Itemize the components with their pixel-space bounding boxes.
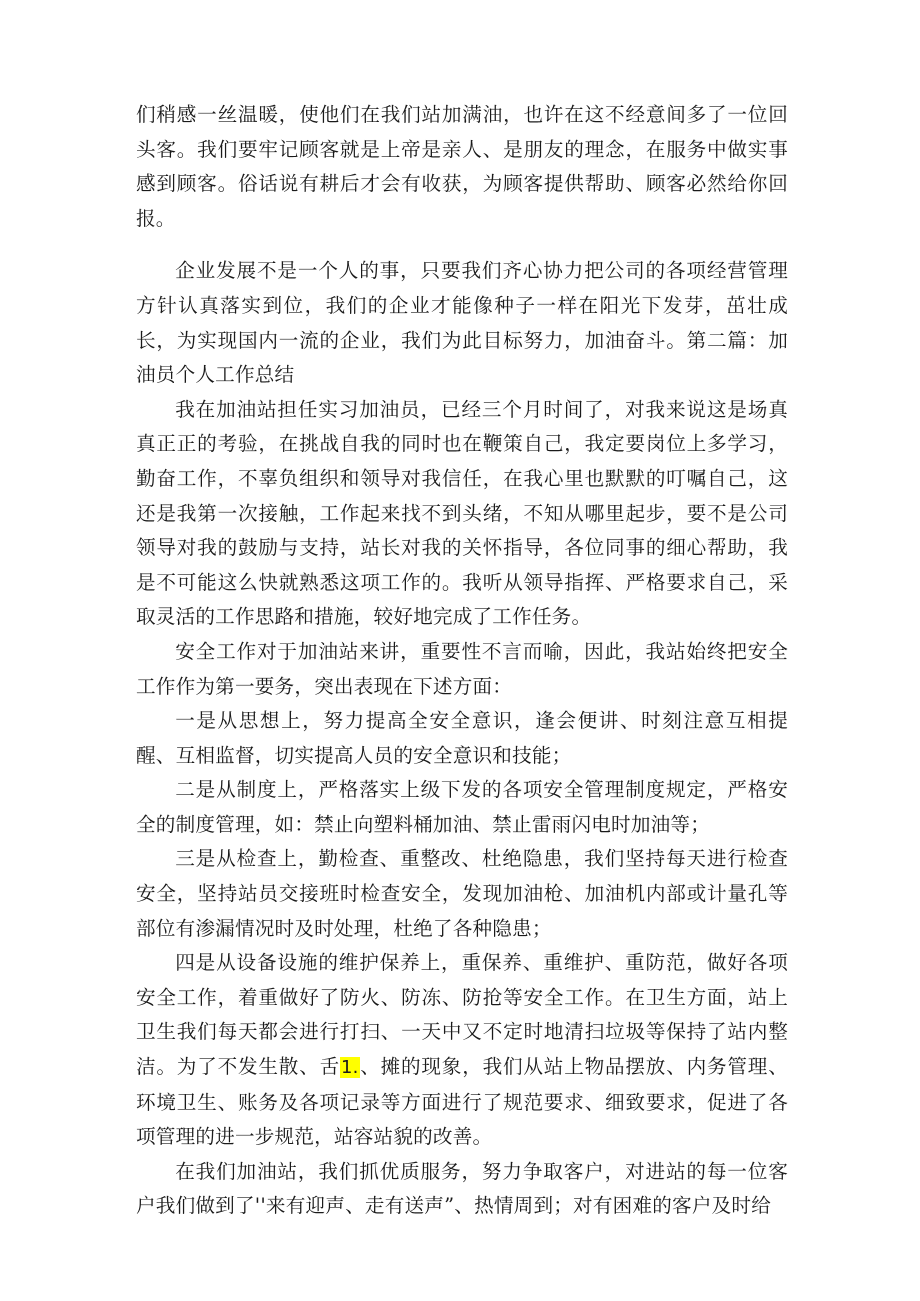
- paragraph-9: 在我们加油站，我们抓优质服务，努力争取客户，对进站的每一位客户我们做到了''来有迎声、走有送声”、热情周到；对有困难的客户及时给: [136, 1159, 788, 1218]
- paragraph-4: 安全工作对于加油站来讲，重要性不言而喻，因此，我站始终把安全工作作为第一要务，突出表现在下述方面：: [136, 639, 788, 698]
- paragraph-8: [136, 946, 788, 1155]
- paragraph-8-part-1: 四是从设备设施的维护保养上，重保养、重维护、重防范，做好各项安全工作，着重做好了防火、防冻、防抢等安全工作。在卫生方面，站上卫生我们每天都会进行打扫、一天中又不定时地清扫垃圾等保持了站内整洁。为了不发生散、舌: [136, 951, 788, 1079]
- paragraph-6: 二是从制度上，严格落实上级下发的各项安全管理制度规定，严格安全的制度管理，如：禁止向塑料桶加油、禁止雷雨闪电时加油等；: [136, 778, 788, 836]
- paragraph-8-part-2: 、摊的现象，我们从站上物品摆放、内务管理、环境卫生、账务及各项记录等方面进行了规范要求、细致要求，促进了各项管理的进一步规范，站容站貌的改善。: [136, 1055, 789, 1149]
- highlight-marker: 1.: [341, 1057, 359, 1079]
- document-page: [136, 98, 788, 1224]
- paragraph-gap: [136, 236, 788, 254]
- paragraph-5: 一是从思想上，努力提高全安全意识，逢会便讲、时刻注意互相提醒、互相监督，切实提高人员的安全意识和技能；: [136, 709, 788, 767]
- paragraph-3: 我在加油站担任实习加油员，已经三个月时间了，对我来说这是场真真正正的考验，在挑战自我的同时也在鞭策自己，我定要岗位上多学习，勤奋工作，不辜负组织和领导对我信任，在我心里也默默的叮嘱自己，这还是我第一次接触，工作起来找不到头绪，不知从哪里起步，要不是公司领导对我的鼓励与支持，站长对我的关怀指导，各位同事的细心帮助，我是不可能这么快就熟悉这项工作的。我听从领导指挥、严格要求自己，采取灵活的工作思路和措施，较好地完成了工作任务。: [136, 397, 788, 629]
- paragraph-7: 三是从检查上，勤检查、重整改、杜绝隐患，我们坚持每天进行检查安全，坚持站员交接班时检查安全，发现加油枪、加油机内部或计量孔等部位有渗漏情况时及时处理，杜绝了各种隐患；: [136, 847, 788, 940]
- paragraph-1: 们稍感一丝温暖，使他们在我们站加满油，也许在这不经意间多了一位回头客。我们要牢记顾客就是上帝是亲人、是朋友的理念，在服务中做实事感到顾客。俗话说有耕后才会有收获，为顾客提供帮助、顾客必然给你回报。: [136, 103, 788, 230]
- paragraph-2: 企业发展不是一个人的事，只要我们齐心协力把公司的各项经营管理方针认真落实到位，我们的企业才能像种子一样在阳光下发芽，茁壮成长，为实现国内一流的企业，我们为此目标努力，加油奋斗。第二篇：加油员个人工作总结: [136, 259, 788, 387]
